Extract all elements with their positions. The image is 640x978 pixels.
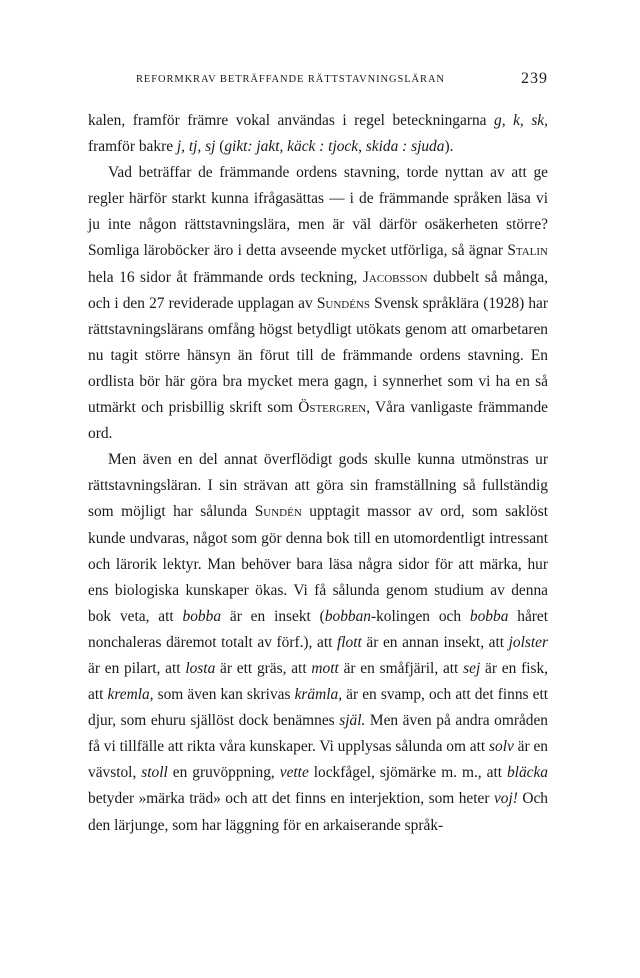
text-run: ). [444,138,454,156]
text-run: är en vävstol, [88,738,548,782]
text-run: en gruvöppning, [167,764,280,782]
italic-term: g, k, sk, [494,112,548,129]
text-run: är en pilart, att [88,659,186,677]
italic-term: bobba [469,607,509,625]
author-name: Sundéns [316,294,370,312]
book-page [88,70,548,839]
text-run: är en svamp, och att det finns ett djur, som ehuru själlöst dock benämnes [88,686,548,730]
paragraph-foreign-words [88,160,548,447]
italic-term: jolster [508,633,548,651]
italic-term: själ. [339,712,366,730]
text-run: är en småfjäril, att [338,659,464,677]
text-run: -kolingen och [370,607,470,625]
italic-term: bobban [324,607,371,625]
italic-term: krämla, [294,686,343,704]
italic-term: kremla, [107,686,154,704]
italic-term: mott [311,659,339,677]
page-number: 239 [521,70,548,87]
italic-term: solv [489,738,514,756]
text-run: betyder »märka träd» och att det finns en interjektion, som heter [88,790,494,808]
italic-term: sej [463,659,481,677]
text-run: lockfågel, sjömärke m. m., att [308,764,507,782]
italic-term: gikt: jakt, käck : tjock, skida : sjuda [224,138,445,156]
text-run: hela 16 sidor åt främmande ords teckning, [88,268,363,286]
text-run: Och den lärjunge, som har läggning för en arkaiserande språk- [88,790,548,834]
italic-term: j, tj, sj [176,138,216,156]
body-text [88,108,548,839]
text-run: Vad beträffar de främmande ordens stavning, torde nyttan av att ge regler härför starkt kunna ifrågasättas — i de främmande språken läsa vi ju inte någon rättstavningslära, men är väl därför osäkerheten större? Somliga läroböcker äro i detta avseende mycket utförliga, så ägnar [88,164,548,260]
running-head [88,70,548,94]
italic-term: bläcka [506,764,548,782]
paragraph-continuation [88,108,548,160]
text-run: dubbelt så många, och i den 27 reviderade upplagan av [88,268,548,312]
running-title: REFORMKRAV BETRÄFFANDE RÄTTSTAVNINGSLÄRAN [136,74,445,85]
text-run: , Våra vanligaste främmande ord. [88,399,548,443]
italic-term: vette [279,764,309,782]
text-run: är en annan insekt, att [361,633,509,651]
text-run: som även kan skrivas [153,686,295,704]
italic-term: losta [185,659,216,677]
text-run: upptagit massor av ord, som saklöst kunde undvaras, något som gör denna bok till en utomordentligt intressant och lärorik lektyr. Man behöver bara läsa några sidor för att märka, hur ens biologiska kunskaper ökas. Vi få sålunda genom studium av denna bok veta, att [88,503,548,625]
text-run: ( [215,138,225,156]
author-name: Stalin [507,242,548,260]
text-run: Men även på andra områden få vi tillfälle att rikta våra kunskaper. Vi upplysas sålunda om att [88,712,549,756]
text-run: framför bakre [88,138,177,156]
italic-term: voj! [493,790,518,808]
author-name: Sundén [254,503,302,521]
text-run: är en insekt ( [221,607,325,625]
text-run: kalen, framför främre vokal användas i regel beteckningarna [88,112,495,129]
paragraph-superfluous-content [88,447,548,838]
italic-term: stoll [141,764,168,782]
text-run: är ett gräs, att [215,659,312,677]
italic-term: flott [336,633,362,651]
text-run: Men även en del annat överflödigt gods skulle kunna utmönstras ur rättstavningsläran. I sin strävan att göra sin framställning så fullständig som möjligt har sålunda [88,451,548,521]
author-name: Östergren [298,399,367,417]
text-run: Svensk språklära (1928) har rättstavningslärans omfång högst betydligt utökats genom att omarbetaren nu tagit större hänsyn än förut till de främmande ordens stavning. En ordlista bör här göra bra mycket mera gagn, i synnerhet som vi ha en så utmärkt och prisbillig skrift som [88,294,548,417]
text-run: håret nonchaleras däremot totalt av förf.), att [88,607,549,651]
italic-term: bobba [182,607,222,625]
text-run: är en fisk, att [88,659,549,704]
author-name: Jacobsson [362,268,428,286]
